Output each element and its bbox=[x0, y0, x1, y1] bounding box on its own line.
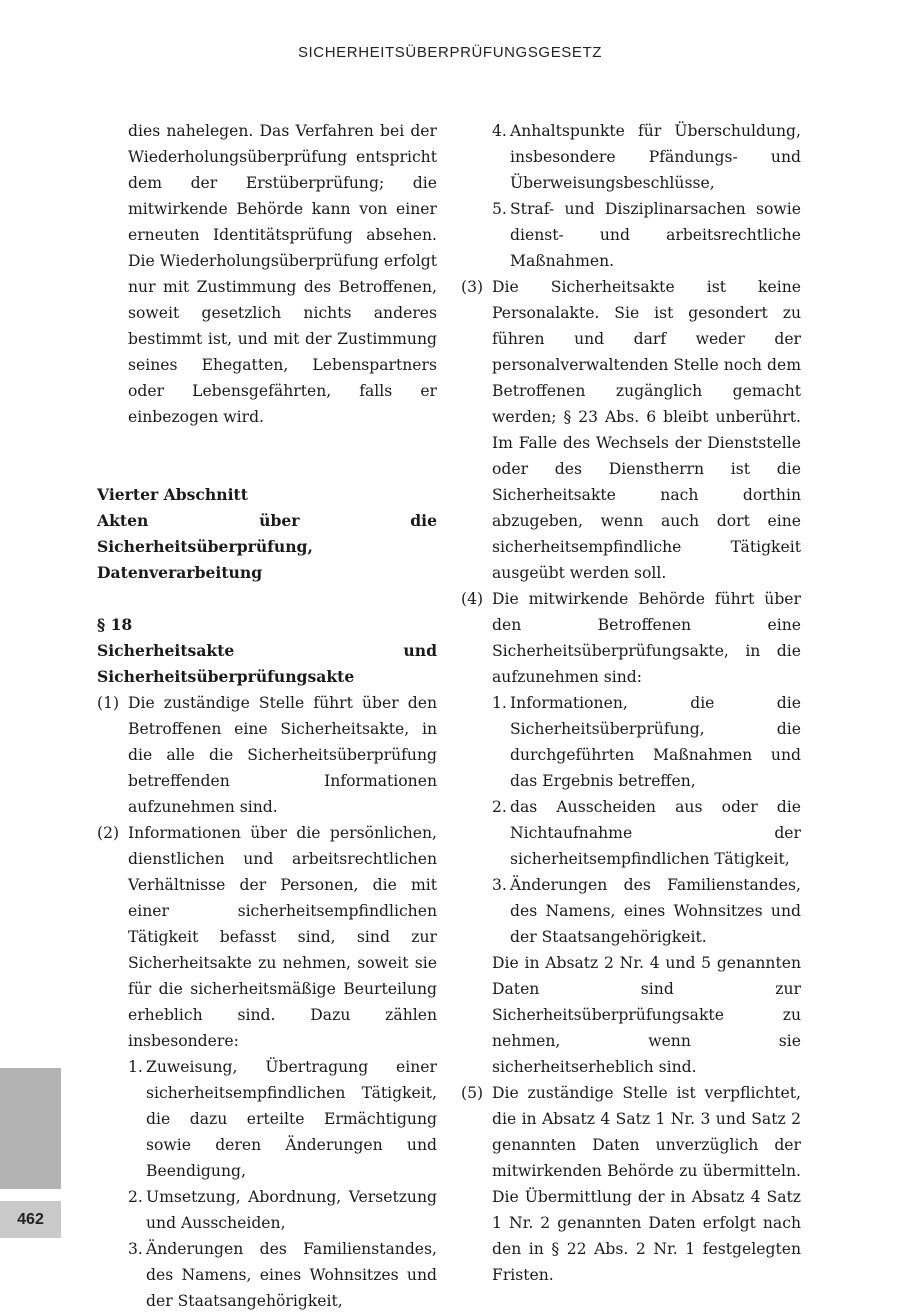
absatz-number: (3) bbox=[461, 278, 484, 296]
absatz-text: Die mitwirkende Behörde führt über den Betroffenen eine Sicherheitsüberprüfungsakte, in die aufzunehmen sind: bbox=[492, 590, 801, 686]
section-title: Akten über die Sicherheitsüberprüfung, Datenverarbeitung bbox=[97, 511, 437, 582]
absatz-4 bbox=[461, 586, 801, 690]
absatz-2-list-continued bbox=[461, 118, 801, 274]
chapter-tab bbox=[0, 1068, 61, 1189]
list-item: 4. Anhaltspunkte für Überschuldung, insbesondere Pfändungs- und Überweisungsbeschlüsse, bbox=[492, 122, 801, 192]
absatz-5 bbox=[461, 1080, 801, 1288]
list-item: 3. Änderungen des Familienstandes, des Namens, eines Wohnsitzes und der Staatsangehörigkeit. bbox=[492, 876, 801, 946]
paragraph-number: § 18 bbox=[97, 615, 133, 634]
list-item: 1. Zuweisung, Übertragung einer sicherheitsempfindlichen Tätigkeit, die dazu erteilte Ermächtigung sowie deren Änderungen und Beendigung, bbox=[128, 1058, 437, 1180]
list-item: 1. Informationen, die die Sicherheitsüberprüfung, die durchgeführten Maßnahmen und das Ergebnis betreffen, bbox=[492, 694, 801, 790]
absatz-number: (4) bbox=[461, 590, 484, 608]
list-item: 2. das Ausscheiden aus oder die Nichtaufnahme der sicherheitsempfindlichen Tätigkeit, bbox=[492, 798, 801, 868]
list-item: 3. Änderungen des Familienstandes, des Namens, eines Wohnsitzes und der Staatsangehörigkeit, bbox=[128, 1240, 437, 1310]
absatz-4-list bbox=[461, 690, 801, 950]
absatz-text: Die zuständige Stelle ist verpflichtet, die in Absatz 4 Satz 1 Nr. 3 und Satz 2 genannten Daten unverzüglich der mitwirkenden Behörde zu übermitteln. Die Übermittlung der in Absatz 4 Satz 1 Nr. 2 genannten Daten erfolgt nach den in § 22 Abs. 2 Nr. 1 festgelegten Fristen. bbox=[492, 1084, 801, 1284]
page-number: 462 bbox=[0, 1201, 61, 1238]
absatz-3 bbox=[461, 274, 801, 586]
section-label: Vierter Abschnitt bbox=[97, 485, 248, 504]
absatz-number: (5) bbox=[461, 1084, 484, 1102]
absatz-2-list bbox=[97, 1054, 437, 1314]
absatz-4-tail: Die in Absatz 2 Nr. 4 und 5 genannten Daten sind zur Sicherheitsüberprüfungsakte zu nehmen, wenn sie sicherheitserheblich sind. bbox=[492, 954, 801, 1076]
right-column bbox=[461, 118, 801, 1288]
paragraph-title: Sicherheitsakte und Sicherheitsüberprüfungsakte bbox=[97, 641, 437, 686]
absatz-1 bbox=[97, 690, 437, 820]
left-column bbox=[97, 118, 437, 1314]
absatz-text: Die Sicherheitsakte ist keine Personalakte. Sie ist gesondert zu führen und darf weder der personalverwaltenden Stelle noch dem Betroffenen zugänglich gemacht werden; § 23 Abs. 6 bleibt unberührt. Im Falle des Wechsels der Dienststelle oder des Dienstherrn ist die Sicherheitsakte nach dorthin abzugeben, wenn auch dort eine sicherheitsempfindliche Tätigkeit ausgeübt werden soll. bbox=[492, 278, 801, 582]
absatz-number: (1) bbox=[97, 694, 120, 712]
absatz-number: (2) bbox=[97, 824, 120, 842]
absatz-text: Die zuständige Stelle führt über den Betroffenen eine Sicherheitsakte, in die alle die Sicherheitsüberprüfung betreffenden Informationen aufzunehmen sind. bbox=[128, 694, 437, 816]
list-item: 5. Straf- und Disziplinarsachen sowie dienst- und arbeitsrechtliche Maßnahmen. bbox=[492, 200, 801, 270]
continuation-text: dies nahelegen. Das Verfahren bei der Wiederholungsüberprüfung entspricht dem der Erstüberprüfung; die mitwirkende Behörde kann von einer erneuten Identitätsprüfung absehen. Die Wiederholungsüberprüfung erfolgt nur mit Zustimmung des Betroffenen, soweit gesetzlich nichts anderes bestimmt ist, und mit der Zustimmung seines Ehegatten, Lebenspartners oder Lebensgefährten, falls er einbezogen wird. bbox=[128, 122, 437, 426]
running-header: SICHERHEITSÜBERPRÜFUNGSGESETZ bbox=[297, 44, 603, 61]
list-item: 2. Umsetzung, Abordnung, Versetzung und Ausscheiden, bbox=[128, 1188, 437, 1232]
absatz-text: Informationen über die persönlichen, dienstlichen und arbeitsrechtlichen Verhältnisse der Personen, die mit einer sicherheitsempfindlichen Tätigkeit befasst sind, sind zur Sicherheitsakte zu nehmen, soweit sie für die sicherheitsmäßige Beurteilung erheblich sind. Dazu zählen insbesondere: bbox=[128, 824, 437, 1050]
absatz-2 bbox=[97, 820, 437, 1054]
